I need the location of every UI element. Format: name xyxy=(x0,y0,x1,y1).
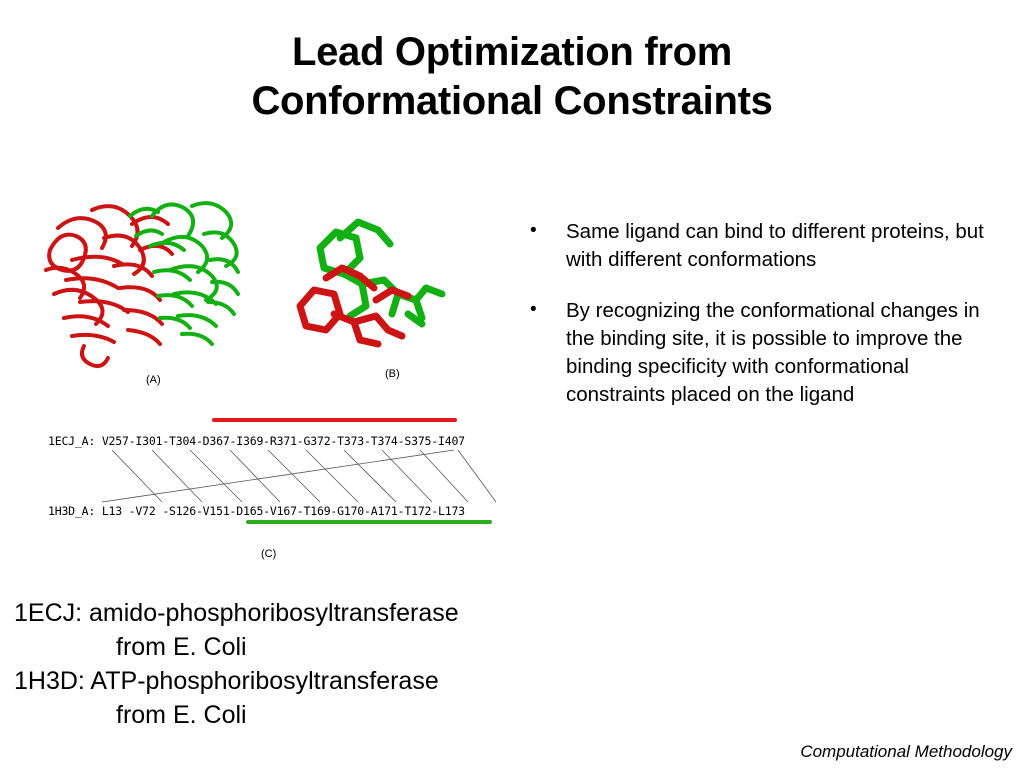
legend-line-2: from E. Coli xyxy=(116,633,247,661)
alignment-bottom-sequence: L13 -V72 -S126-V151-D165-V167-T169-G170-A171-T172-L173 xyxy=(101,504,465,518)
legend-line-1: 1ECJ: amido-phosphoribosyltransferase xyxy=(14,599,459,627)
page-title-line-2: Conformational Constraints xyxy=(251,78,773,123)
alignment-connector-lines xyxy=(34,416,502,544)
page-title xyxy=(112,28,912,126)
ligand-conformation-image xyxy=(286,214,454,364)
protein-structure-image xyxy=(32,190,254,370)
alignment-top-label: 1ECJ_A: xyxy=(48,434,96,448)
bullet-marker-icon: • xyxy=(530,298,537,320)
list-item-text: Same ligand can bind to different proteins, but with different conformations xyxy=(566,220,984,272)
list-item xyxy=(522,297,1002,410)
figure-panel xyxy=(18,186,508,586)
figure-caption-a: (A) xyxy=(146,374,161,386)
figure-caption-c: (C) xyxy=(261,548,277,560)
alignment-bottom-label: 1H3D_A: xyxy=(48,504,96,518)
page-title-line-1: Lead Optimization from xyxy=(291,30,733,74)
legend-line-3: 1H3D: ATP-phosphoribosyltransferase xyxy=(14,667,439,695)
legend-line-4: from E. Coli xyxy=(116,701,247,729)
figure-caption-b: (B) xyxy=(385,368,400,380)
footer-text: Computational Methodology xyxy=(800,742,1012,761)
list-item-text: By recognizing the conformational changes in the binding site, it is possible to improve the binding specificity with conformational constraints placed on the ligand xyxy=(566,298,980,407)
protein-legend xyxy=(14,596,714,732)
alignment-top-sequence: V257-I301-T304-D367-I369-R371-G372-T373-T374-S375-I407 xyxy=(101,434,465,448)
list-item xyxy=(522,218,1002,275)
bullet-marker-icon: • xyxy=(530,220,537,241)
bullet-list xyxy=(522,218,1002,432)
sequence-alignment-figure xyxy=(34,416,502,544)
